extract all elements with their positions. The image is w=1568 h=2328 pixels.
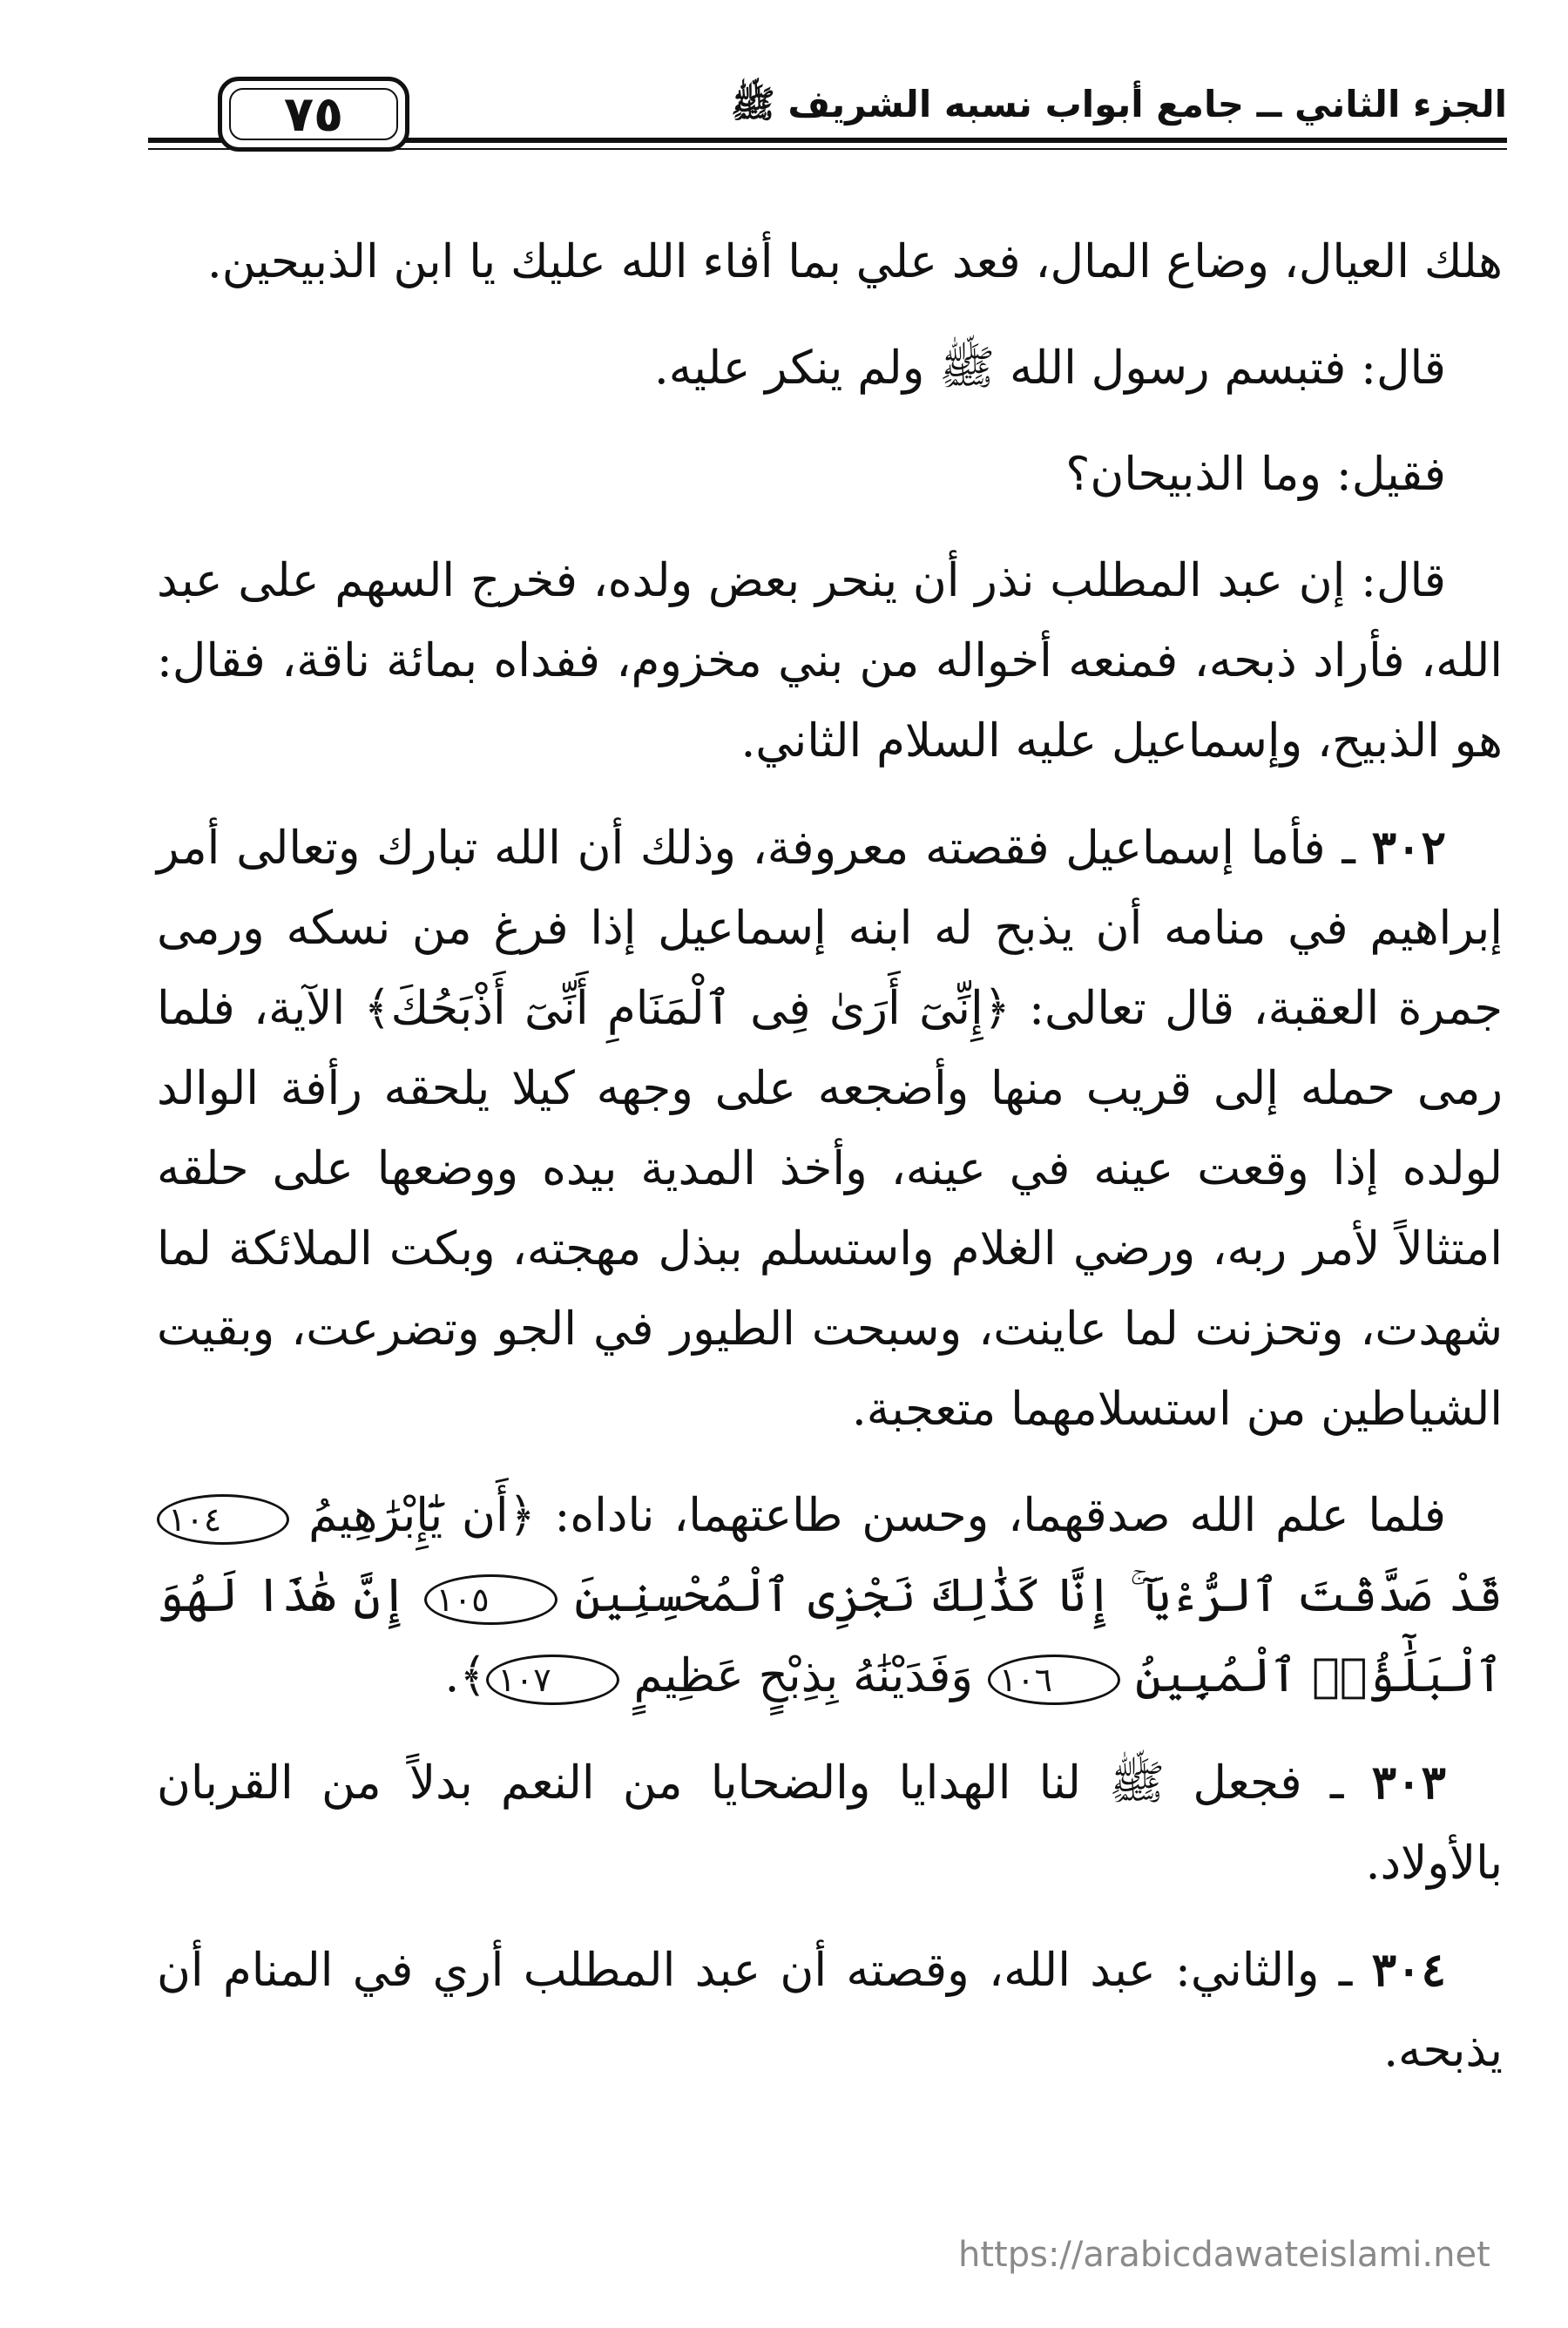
paragraph-quran-verses (157, 1476, 1503, 1716)
paragraph-303 (157, 1743, 1503, 1904)
running-title: الجزء الثاني ــ جامع أبواب نسبه الشريف ﷺ (731, 83, 1507, 125)
paragraph-number: ٣٠٣ (1371, 1756, 1446, 1810)
paragraph: قال: إن عبد المطلب نذر أن ينحر بعض ولده، فخرج السهم على عبد الله، فأراد ذبحه، فمنعه أخواله من بني مخزوم، ففداه بمائة ناقة، فقال: هو الذبيح، وإسماعيل عليه السلام الثاني. (157, 554, 1503, 768)
page-number: ٧٥ (283, 85, 344, 143)
paragraph-text: ـ فأما إسماعيل فقصته معروفة، وذلك أن الله تبارك وتعالى أمر إبراهيم في منامه أن يذبح له ابنه إسماعيل إذا فرغ من نسكه ورمى جمرة العقبة، قال تعالى: (157, 822, 1504, 1035)
paragraph-text: ـ فجعل ﷺ لنا الهدايا والضحايا من النعم بدلاً من القربان بالأولاد. (157, 1756, 1503, 1890)
watermark-url: https://arabicdawateislami.net (958, 2235, 1490, 2275)
paragraph: قال: فتبسم رسول الله ﷺ ولم ينكر عليه. (653, 342, 1446, 395)
quran-quote: ﴿إِنِّىٓ أَرَىٰ فِى ٱلْمَنَامِ أَنِّىٓ أَذْبَحُكَ﴾ (363, 982, 1010, 1035)
quran-close-bracket: ﴾. (444, 1649, 487, 1702)
ayah-number-marker: ١٠٦ (988, 1655, 1120, 1705)
paragraph-302 (157, 808, 1503, 1450)
page-number-frame (218, 77, 409, 152)
paragraph: هلك العيال، وضاع المال، فعد علي بما أفاء الله عليك يا ابن الذبيحين. (206, 235, 1503, 288)
paragraph-text: فلما علم الله صدقهما، وحسن طاعتهما، ناداه: (535, 1489, 1446, 1542)
paragraph-number: ٣٠٢ (1371, 821, 1446, 875)
paragraph-number: ٣٠٤ (1371, 1943, 1446, 1997)
quran-verse: ﴿أَن يَٰٓإِبْرَٰهِيمُ (308, 1489, 536, 1542)
page-body (157, 222, 1503, 2117)
quran-verse: إِنَّ هَٰذَا لَهُوَ ٱلْبَلَٰٓؤُا۟ ٱلْمُبِينُ (157, 1569, 1503, 1702)
paragraph-304 (157, 1930, 1503, 2091)
ayah-number-marker: ١٠٧ (486, 1655, 618, 1705)
paragraph: فقيل: وما الذبيحان؟ (1065, 448, 1446, 501)
paragraph-text: ـ والثاني: عبد الله، وقصته أن عبد المطلب أري في المنام أن يذبحه. (157, 1944, 1503, 2077)
ayah-number-marker: ١٠٤ (157, 1494, 289, 1545)
quran-verse: قَدْ صَدَّقْتَ ٱلرُّءْيَآ ۚ إِنَّا كَذَٰلِكَ نَجْزِى ٱلْمُحْسِنِينَ (574, 1569, 1503, 1622)
quran-verse: وَفَدَيْنَٰهُ بِذِبْحٍ عَظِيمٍ (633, 1649, 973, 1702)
ayah-number-marker: ١٠٥ (424, 1574, 557, 1625)
page-header (148, 70, 1507, 174)
paragraph-text: الآية، فلما رمى حمله إلى قريب منها وأضجعه على وجهه كيلا يلحقه رأفة الوالد لولده إذا وقعت عينه في عينه، وأخذ المدية بيده ووضعها على حلقه امتثالاً لأمر ربه، ورضي الغلام واستسلم ببذل مهجته، وبكت الملائكة لما شهدت، وتحزنت لما عاينت، وسبحت الطيور في الجو وتضرعت، وبقيت الشياطين من استسلامهما متعجبة. (157, 982, 1503, 1436)
